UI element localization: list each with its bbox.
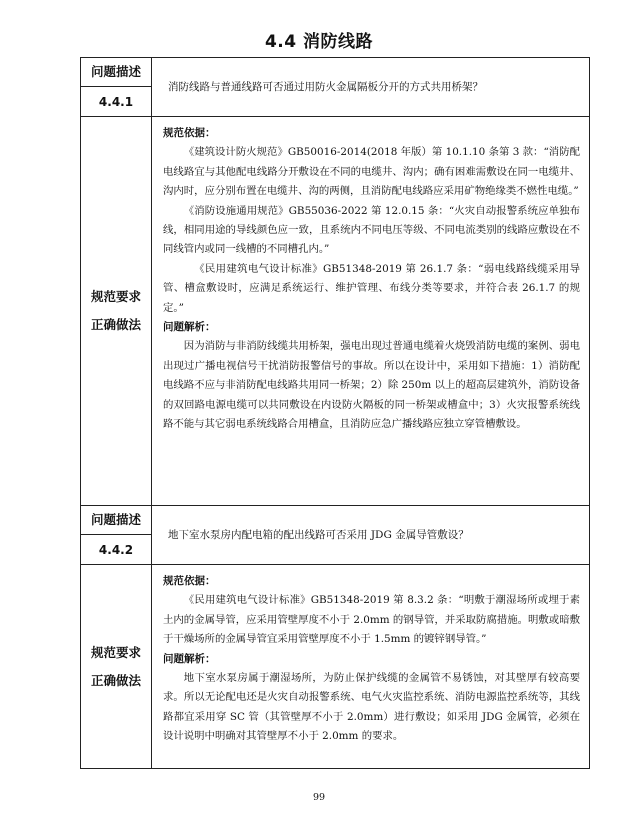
table-row <box>81 506 590 535</box>
table-row <box>81 117 590 506</box>
analysis-heading: 问题解析： <box>163 321 216 334</box>
basis-paragraph: 《消防设施通用规范》GB55036-2022 第 12.0.15 条：“火灾自动报警系统应单独布线，相同用途的导线颜色应一致，且系统内不同电压等级、不同电流类别的线路应敷设在不同线管内或同一线槽的不同槽孔内。” <box>163 204 580 256</box>
basis-heading: 规范依据： <box>163 575 216 587</box>
table-row <box>81 565 590 769</box>
spec-table <box>80 57 590 769</box>
basis-paragraph: 《民用建筑电气设计标准》GB51348-2019 第 26.1.7 条：“弱电线路线缆采用导管、槽盒敷设时，应满足系统运行、维护管理、布线分类等要求，并符合表 26.1.7 的规定。” <box>163 262 580 314</box>
question-text: 地下室水泵房内配电箱的配出线路可否采用 JDG 金属导管敷设？ <box>152 506 590 565</box>
problem-desc-label: 问题描述 <box>81 506 152 535</box>
requirement-label-line2: 正确做法 <box>90 317 141 332</box>
requirement-label-line1: 规范要求 <box>90 644 141 660</box>
basis-paragraph: 《民用建筑电气设计标准》GB51348-2019 第 8.3.2 条：“明敷于潮湿场所或埋于素土内的金属导管，应采用管壁厚度不小于 2.0mm 的钢导管，并采取防腐措施。明敷或暗敷于干燥场所的金属导管宜采用管壁厚度不小于 1.5mm 的镀锌钢导管。” <box>163 594 580 646</box>
requirement-content <box>152 117 590 506</box>
basis-paragraph: 《建筑设计防火规范》GB50016-2014(2018 年版）第 10.1.10 条第 3 款：“消防配电线路宜与其他配电线路分开敷设在不同的电缆井、沟内；确有困难需敷设在同一电缆井、沟内时，应分别布置在电缆井、沟的两侧，且消防配电线路应采用矿物绝缘类不燃性电缆。” <box>163 146 580 198</box>
question-text: 消防线路与普通线路可否通过用防火金属隔板分开的方式共用桥架？ <box>152 58 590 117</box>
requirement-label-line1: 规范要求 <box>90 289 141 304</box>
requirement-label <box>81 117 152 506</box>
problem-desc-label: 问题描述 <box>81 58 152 87</box>
section-title: 4.4 消防线路 <box>264 32 374 52</box>
requirement-label-line2: 正确做法 <box>90 672 141 688</box>
analysis-heading: 问题解析： <box>163 652 216 665</box>
analysis-paragraph: 地下室水泵房属于潮湿场所，为防止保护线缆的金属管不易锈蚀，对其壁厚有较高要求。所以无论配电还是火灾自动报警系统、电气火灾监控系统、消防电源监控系统等，其线路都宜采用穿 SC 管（其管壁厚不小于 2.0mm）进行敷设；如采用 JDG 金属管，必须在设计说明中明确对其管壁厚不小于 2.0mm 的要求。 <box>163 672 580 743</box>
analysis-paragraph: 因为消防与非消防线缆共用桥架，强电出现过普通电缆着火烧毁消防电缆的案例、弱电出现过广播电视信号干扰消防报警信号的事故。所以在设计中，采用如下措施：1）消防配电线路不应与非消防配电线路共用同一桥架；2）除 250m 以上的超高层建筑外，消防设备的双回路电源电缆可以共同敷设在内设防火隔板的同一桥架或槽盒中；3）火灾报警系统线路不能与其它弱电系统线路合用槽盒，且消防应急广播线路应独立穿管槽敷设。 <box>163 340 580 431</box>
requirement-content <box>152 565 590 769</box>
item-code: 4.4.2 <box>81 535 152 565</box>
table-row <box>81 58 590 87</box>
basis-heading: 规范依据： <box>163 127 216 139</box>
page-number: 99 <box>312 792 326 803</box>
requirement-label <box>81 565 152 769</box>
item-code: 4.4.1 <box>81 87 152 117</box>
